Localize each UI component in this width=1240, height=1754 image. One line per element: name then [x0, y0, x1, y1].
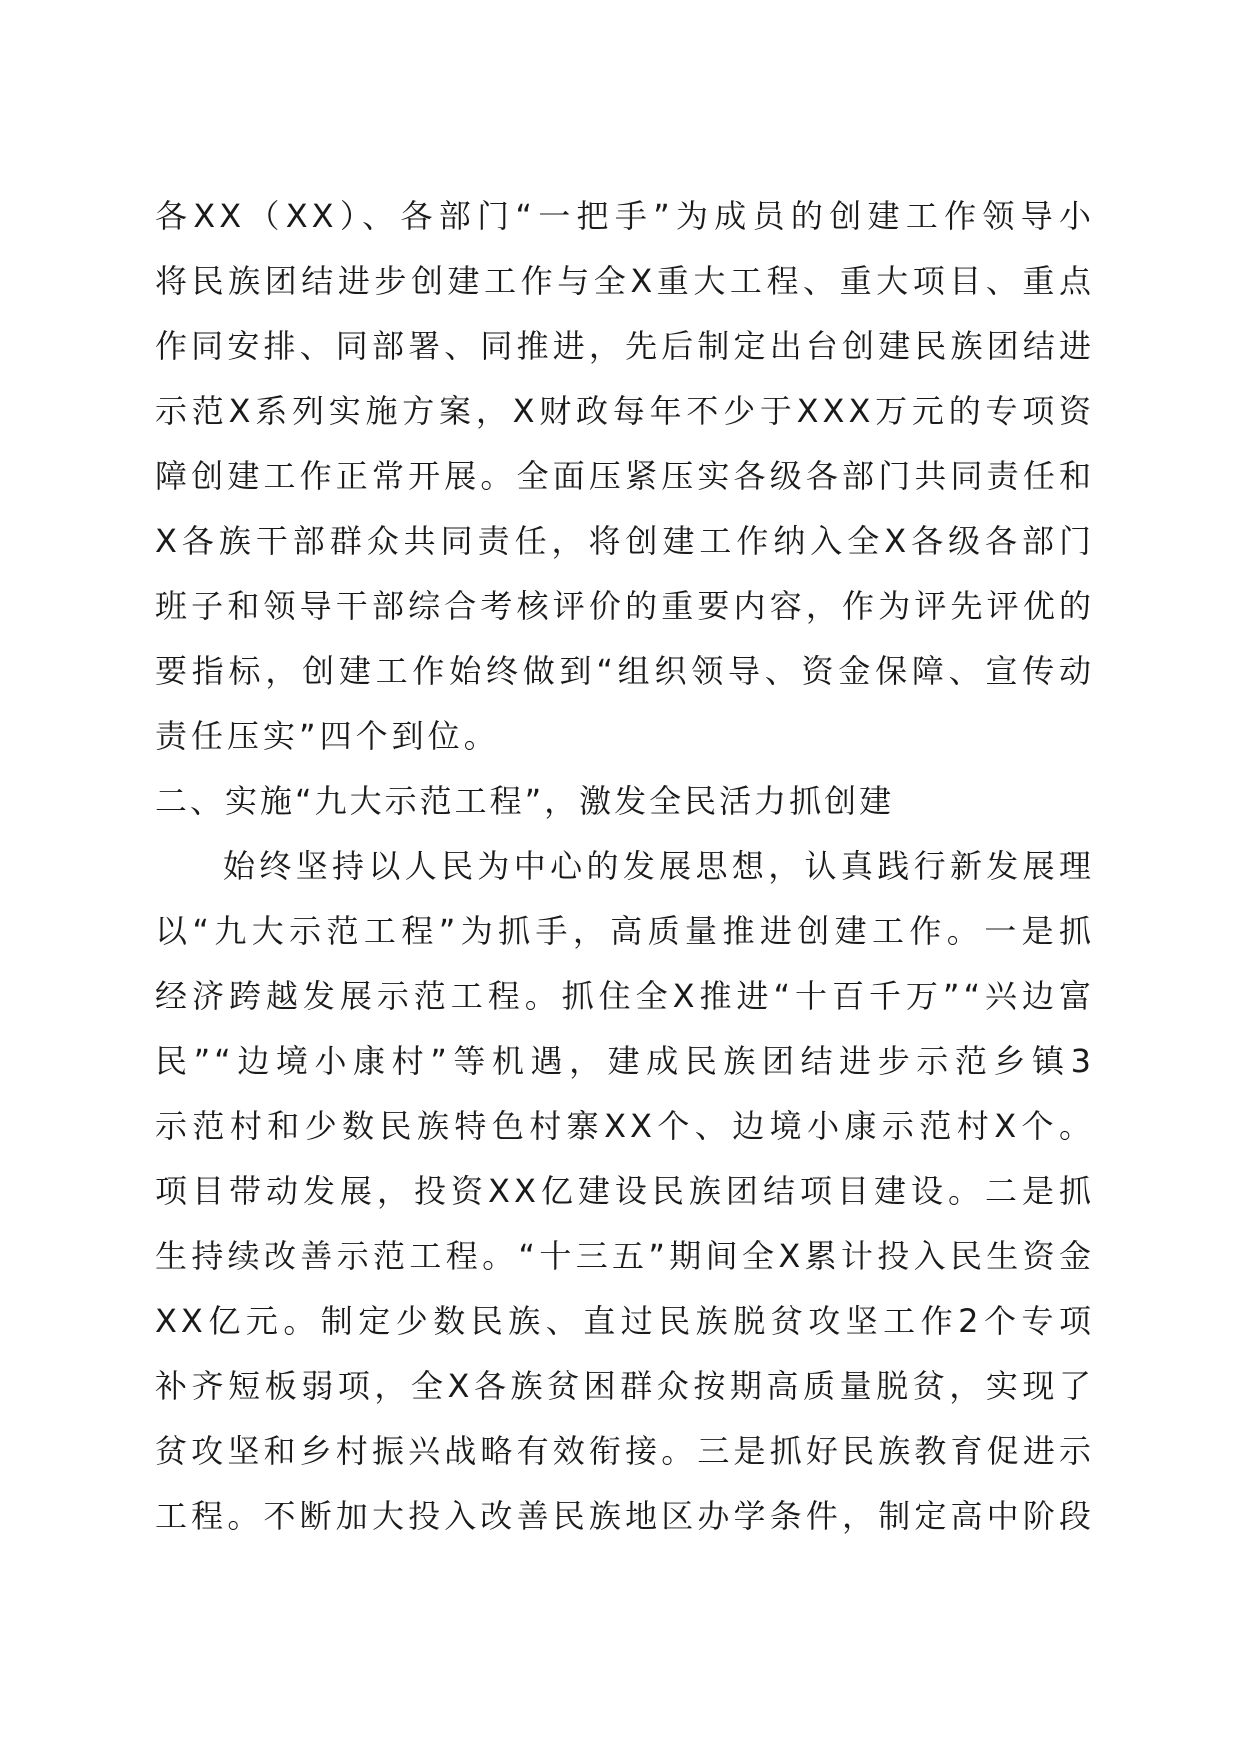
paragraph-line: 各XX（XX）、各部门“一把手”为成员的创建工作领导小 [155, 197, 1095, 235]
paragraph-line: X各族干部群众共同责任，将创建工作纳入全X各级各部门 [155, 522, 1095, 560]
paragraph-line: 民”“边境小康村”等机遇，建成民族团结进步示范乡镇3 [155, 1042, 1095, 1080]
paragraph-line: 工程。不断加大投入改善民族地区办学条件，制定高中阶段 [155, 1497, 1095, 1535]
paragraph-line: 生持续改善示范工程。“十三五”期间全X累计投入民生资金 [155, 1237, 1095, 1275]
paragraph-line: 作同安排、同部署、同推进，先后制定出台创建民族团结进 [155, 327, 1095, 365]
paragraph-line: 贫攻坚和乡村振兴战略有效衔接。三是抓好民族教育促进示 [155, 1432, 1095, 1470]
paragraph-line: 始终坚持以人民为中心的发展思想，认真践行新发展理 [223, 847, 1095, 885]
paragraph-line: 以“九大示范工程”为抓手，高质量推进创建工作。一是抓 [155, 912, 1095, 950]
paragraph-line: 经济跨越发展示范工程。抓住全X推进“十百千万”“兴边富 [155, 977, 1095, 1015]
paragraph-line: 责任压实”四个到位。 [155, 717, 500, 755]
paragraph-line: 示范村和少数民族特色村寨XX个、边境小康示范村X个。 [155, 1107, 1095, 1145]
paragraph-line: 要指标，创建工作始终做到“组织领导、资金保障、宣传动 [155, 652, 1095, 690]
paragraph-line: XX亿元。制定少数民族、直过民族脱贫攻坚工作2个专项 [155, 1302, 1095, 1340]
paragraph-line: 项目带动发展，投资XX亿建设民族团结项目建设。二是抓 [155, 1172, 1095, 1210]
paragraph-line: 班子和领导干部综合考核评价的重要内容，作为评先评优的 [155, 587, 1095, 625]
paragraph-line: 示范X系列实施方案，X财政每年不少于XXX万元的专项资 [155, 392, 1095, 430]
section-heading: 二、实施“九大示范工程”，激发全民活力抓创建 [155, 782, 895, 820]
paragraph-line: 将民族团结进步创建工作与全X重大工程、重大项目、重点 [155, 262, 1095, 300]
paragraph-line: 补齐短板弱项，全X各族贫困群众按期高质量脱贫，实现了 [155, 1367, 1095, 1405]
document-body [155, 184, 1095, 1549]
paragraph-line: 障创建工作正常开展。全面压紧压实各级各部门共同责任和 [155, 457, 1095, 495]
